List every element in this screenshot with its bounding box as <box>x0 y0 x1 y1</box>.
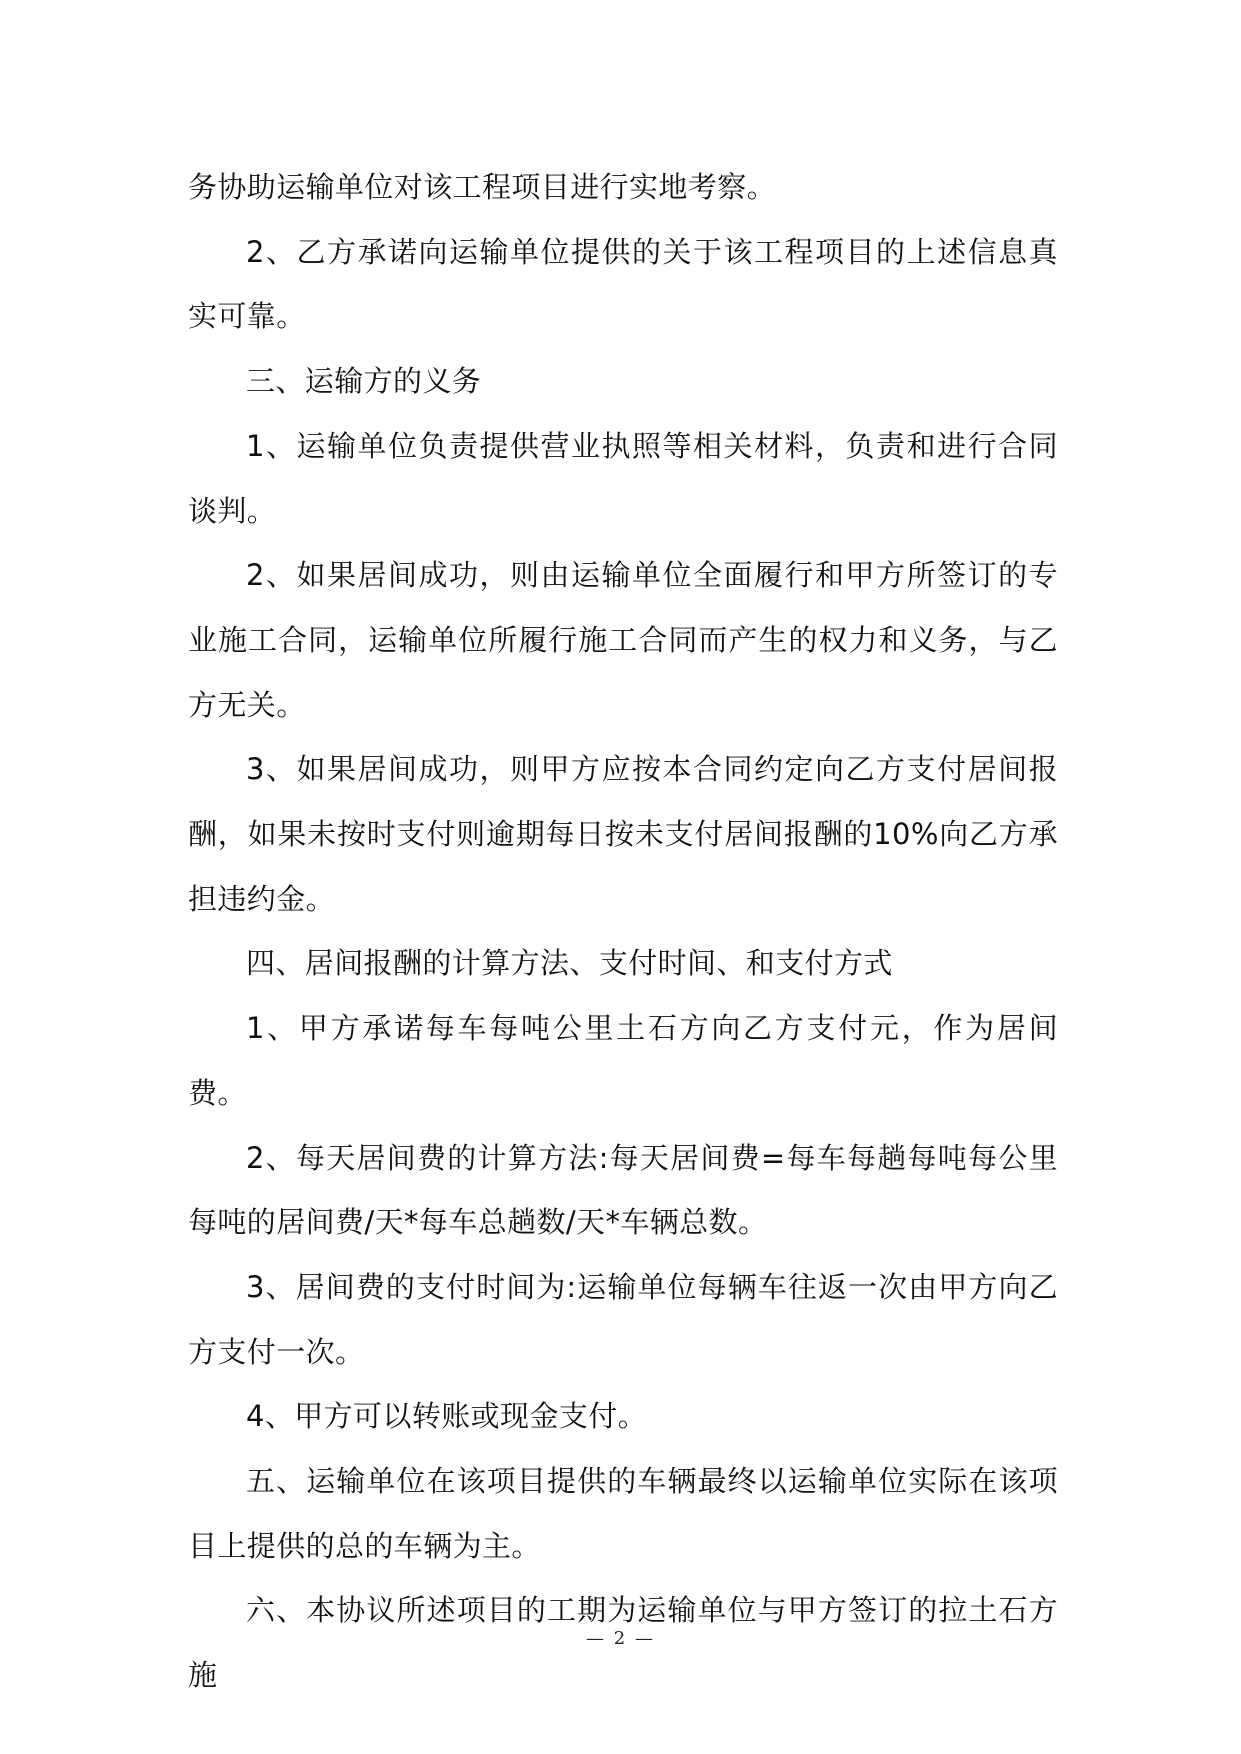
section-6: 六、本协议所述项目的工期为运输单位与甲方签订的拉土石方施 <box>188 1593 1058 1693</box>
paragraph-4-4: 4、甲方可以转账或现金支付。 <box>246 1399 648 1434</box>
paragraph-3-2: 2、如果居间成功，则由运输单位全面履行和甲方所签订的专业施工合同，运输单位所履行施工合同而产生的权力和义务，与乙方无关。 <box>188 558 1058 722</box>
paragraph-continuation: 务协助运输单位对该工程项目进行实地考察。 <box>188 170 777 204</box>
paragraph-4-3: 3、居间费的支付时间为:运输单位每辆车往返一次由甲方向乙方支付一次。 <box>188 1269 1058 1369</box>
paragraph-4-1: 1、甲方承诺每车每吨公里土石方向乙方支付元，作为居间费。 <box>188 1011 1058 1110</box>
page-number: — 2 — <box>586 1628 655 1649</box>
paragraph-3-1: 1、运输单位负责提供营业执照等相关材料，负责和进行合同谈判。 <box>188 428 1058 528</box>
section-heading-4: 四、居间报酬的计算方法、支付时间、和支付方式 <box>246 946 893 981</box>
section-5: 五、运输单位在该项目提供的车辆最终以运输单位实际在该项目上提供的总的车辆为主。 <box>188 1464 1058 1563</box>
paragraph-2-1: 2、乙方承诺向运输单位提供的关于该工程项目的上述信息真实可靠。 <box>188 234 1058 334</box>
document-body <box>188 155 1058 1708</box>
section-heading-3: 三、运输方的义务 <box>246 364 482 399</box>
paragraph-3-3: 3、如果居间成功，则甲方应按本合同约定向乙方支付居间报酬，如果未按时支付则逾期每日按未支付居间报酬的10%向乙方承担违约金。 <box>188 752 1058 916</box>
paragraph-4-2: 2、每天居间费的计算方法:每天居间费=每车每趟每吨每公里每吨的居间费/天*每车总趟数/天*车辆总数。 <box>188 1140 1058 1240</box>
